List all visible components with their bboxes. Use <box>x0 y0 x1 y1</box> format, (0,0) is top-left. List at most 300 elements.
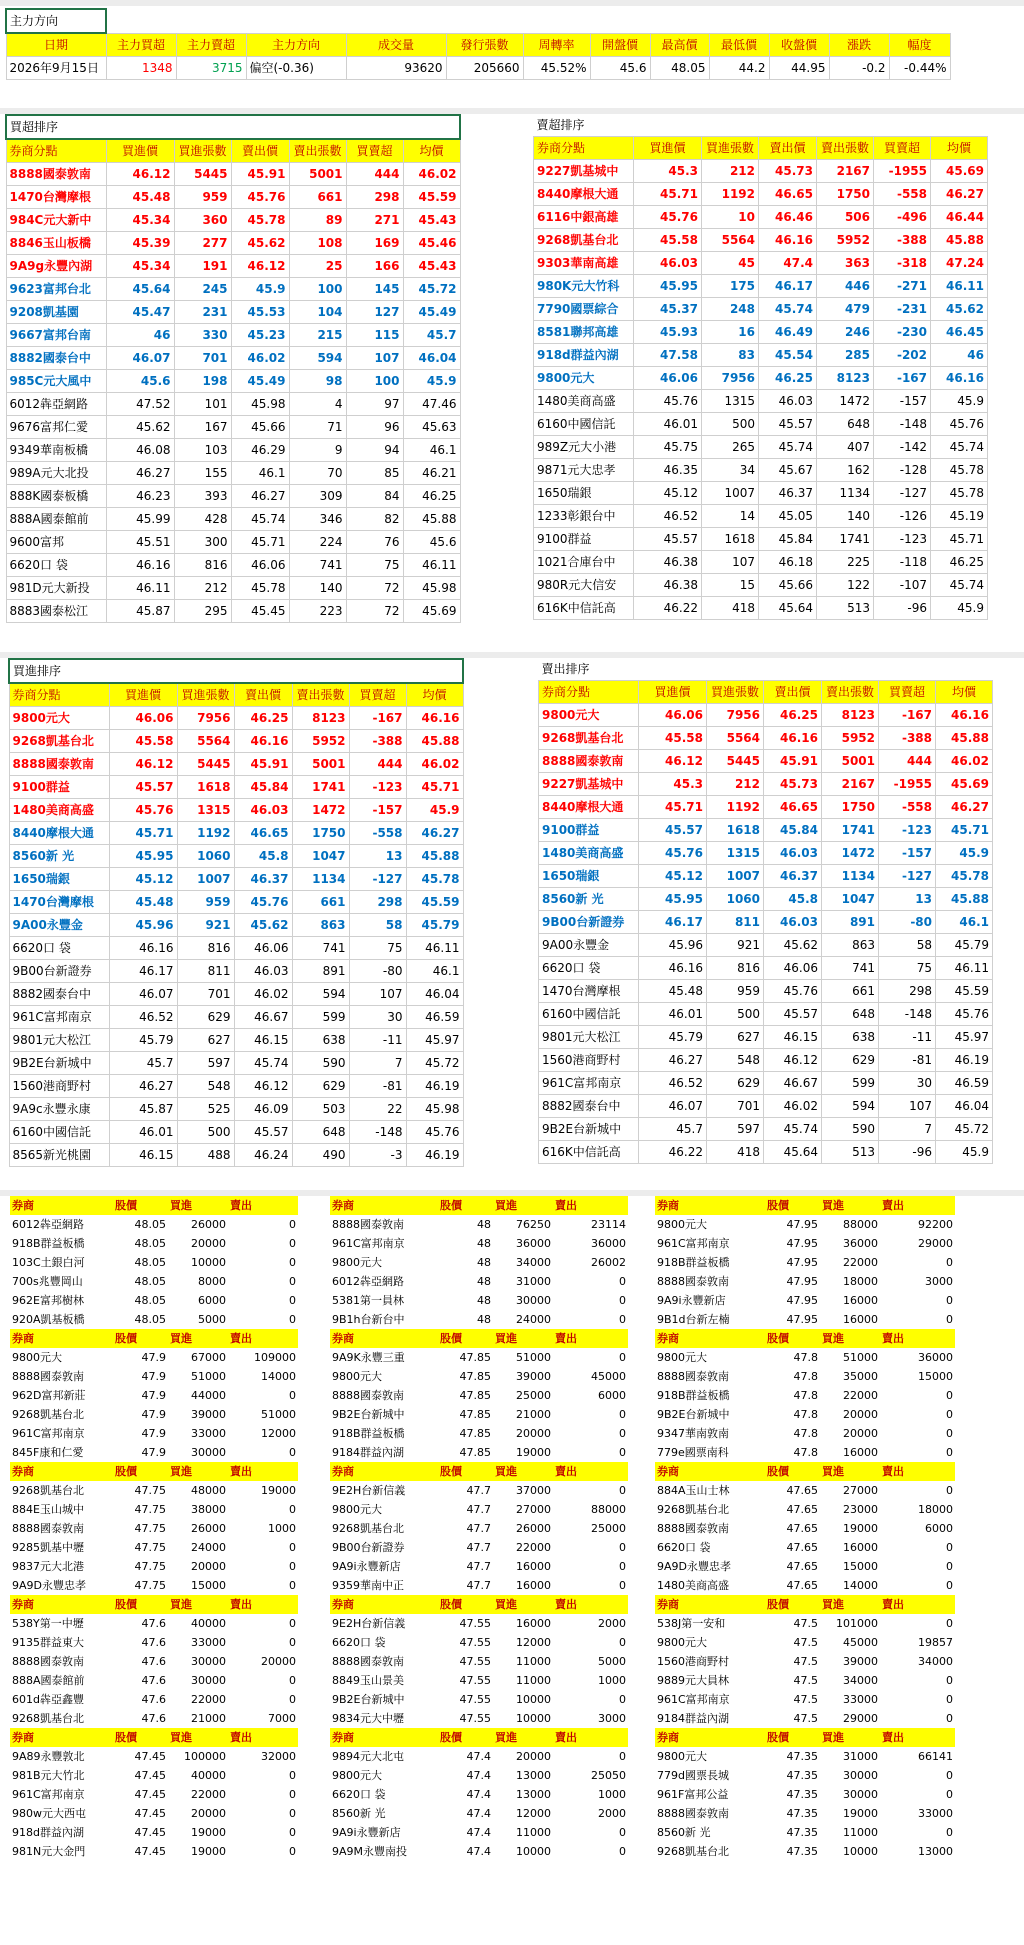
broker-value-cell[interactable]: 46.06 <box>234 937 292 960</box>
price-block-value[interactable]: 0 <box>946 1256 953 1269</box>
broker-value-cell[interactable]: 167 <box>174 416 231 439</box>
broker-value-cell[interactable]: 46.19 <box>406 1075 463 1098</box>
broker-value-cell[interactable]: 1047 <box>822 888 879 911</box>
broker-value-cell[interactable]: 45.9 <box>936 1141 993 1164</box>
price-block-value[interactable]: 15000 <box>918 1370 953 1383</box>
price-block-value[interactable]: 0 <box>619 1484 626 1497</box>
price-block-header[interactable]: 買進 <box>493 1329 553 1348</box>
broker-value-cell[interactable]: 1060 <box>707 888 764 911</box>
price-block-row[interactable] <box>330 1215 628 1234</box>
price-block-row[interactable] <box>655 1386 955 1405</box>
broker-name-cell[interactable]: 1560港商野村 <box>9 1075 109 1098</box>
price-block-value[interactable]: 0 <box>619 1750 626 1763</box>
broker-value-cell[interactable]: 330 <box>174 324 231 347</box>
table-row[interactable] <box>6 209 460 232</box>
table-row[interactable] <box>539 1026 993 1049</box>
broker-value-cell[interactable]: 45.63 <box>403 416 460 439</box>
broker-value-cell[interactable]: 1741 <box>817 528 874 551</box>
broker-value-cell[interactable]: -167 <box>349 707 406 730</box>
broker-value-cell[interactable]: 46.16 <box>406 707 463 730</box>
price-block-value[interactable]: 47.9 <box>141 1446 166 1459</box>
broker-value-cell[interactable]: 46.12 <box>234 1075 292 1098</box>
broker-value-cell[interactable]: -3 <box>349 1144 406 1167</box>
price-block-header[interactable]: 券商 <box>10 1462 113 1481</box>
broker-value-cell[interactable]: -81 <box>349 1075 406 1098</box>
price-block-value[interactable]: 47.65 <box>786 1579 818 1592</box>
price-block-value[interactable]: 18000 <box>918 1503 953 1516</box>
buy_rank-header-cell[interactable]: 賣出張數 <box>292 683 349 707</box>
broker-name-cell[interactable]: 6620口 袋 <box>539 957 639 980</box>
price-block-header[interactable]: 股價 <box>765 1728 820 1747</box>
price-block-value[interactable]: 47.4 <box>466 1788 491 1801</box>
price-block-row[interactable] <box>330 1291 628 1310</box>
table-row[interactable] <box>9 983 463 1006</box>
price-block-row[interactable] <box>330 1671 628 1690</box>
price-block-header[interactable]: 賣出 <box>228 1329 298 1348</box>
price-block-value[interactable]: 12000 <box>261 1427 296 1440</box>
price-block-value[interactable]: 47.5 <box>793 1617 818 1630</box>
broker-value-cell[interactable]: 45.9 <box>936 842 993 865</box>
table-row[interactable] <box>6 232 460 255</box>
broker-value-cell[interactable]: 701 <box>177 983 234 1006</box>
broker-value-cell[interactable]: 629 <box>707 1072 764 1095</box>
summary-value-cell[interactable]: 48.05 <box>650 57 709 80</box>
broker-value-cell[interactable]: 45.76 <box>931 413 988 436</box>
price-block-value[interactable]: 22000 <box>191 1788 226 1801</box>
broker-name-cell[interactable]: 9227凱基城中 <box>539 773 639 796</box>
price-block-value[interactable]: 1000 <box>268 1522 296 1535</box>
price-block-header[interactable]: 賣出 <box>228 1595 298 1614</box>
broker-value-cell[interactable]: 45.7 <box>403 324 460 347</box>
broker-value-cell[interactable]: 45.54 <box>759 344 817 367</box>
broker-value-cell[interactable]: 45.57 <box>764 1003 822 1026</box>
broker-value-cell[interactable]: -231 <box>874 298 931 321</box>
broker-value-cell[interactable]: 7956 <box>177 707 234 730</box>
price-block-value[interactable]: 47.5 <box>793 1693 818 1706</box>
price-block-row[interactable] <box>655 1538 955 1557</box>
summary-value-cell[interactable]: 45.52% <box>523 57 590 80</box>
broker-value-cell[interactable]: 140 <box>289 577 346 600</box>
price-block-value[interactable]: 47.6 <box>141 1655 166 1668</box>
price-block-value[interactable]: 27000 <box>516 1503 551 1516</box>
broker-value-cell[interactable]: 104 <box>289 301 346 324</box>
price-block-row[interactable] <box>10 1500 298 1519</box>
price-block-row[interactable] <box>655 1690 955 1709</box>
broker-value-cell[interactable]: 5952 <box>817 229 874 252</box>
broker-value-cell[interactable]: 45.74 <box>764 1118 822 1141</box>
price-block-row[interactable] <box>10 1633 298 1652</box>
broker-value-cell[interactable]: 46.27 <box>931 183 988 206</box>
broker-value-cell[interactable]: 488 <box>177 1144 234 1167</box>
price-block-header[interactable]: 賣出 <box>880 1329 955 1348</box>
broker-value-cell[interactable]: 45.8 <box>234 845 292 868</box>
price-block-value[interactable]: 47.55 <box>459 1617 491 1630</box>
broker-value-cell[interactable]: 2167 <box>822 773 879 796</box>
price-block-header[interactable]: 券商 <box>330 1329 438 1348</box>
price-block-broker[interactable]: 9800元大 <box>657 1636 707 1649</box>
broker-value-cell[interactable]: 45.57 <box>639 819 707 842</box>
broker-name-cell[interactable]: 1650瑞銀 <box>9 868 109 891</box>
broker-value-cell[interactable]: 45.62 <box>764 934 822 957</box>
price-block-value[interactable]: 25050 <box>591 1769 626 1782</box>
price-block-value[interactable]: 88000 <box>843 1218 878 1231</box>
broker-value-cell[interactable]: 122 <box>817 574 874 597</box>
broker-value-cell[interactable]: 46.46 <box>759 206 817 229</box>
broker-value-cell[interactable]: 265 <box>702 436 759 459</box>
price-block-value[interactable]: 47.75 <box>134 1579 166 1592</box>
table-row[interactable] <box>9 707 463 730</box>
price-block-value[interactable]: 47.85 <box>459 1351 491 1364</box>
broker-value-cell[interactable]: 45.3 <box>639 773 707 796</box>
broker-name-cell[interactable]: 1470台灣摩根 <box>9 891 109 914</box>
summary-header-cell[interactable]: 幅度 <box>889 33 950 57</box>
broker-name-cell[interactable]: 8560新 光 <box>539 888 639 911</box>
price-block-row[interactable] <box>330 1424 628 1443</box>
price-block-value[interactable]: 10000 <box>516 1845 551 1858</box>
price-block-broker[interactable]: 8849玉山景美 <box>332 1674 404 1687</box>
broker-value-cell[interactable]: 295 <box>174 600 231 623</box>
broker-value-cell[interactable]: 513 <box>817 597 874 620</box>
price-block-header[interactable]: 股價 <box>438 1462 493 1481</box>
broker-value-cell[interactable]: -230 <box>874 321 931 344</box>
broker-value-cell[interactable]: 46.11 <box>936 957 993 980</box>
price-block-row[interactable] <box>10 1291 298 1310</box>
broker-value-cell[interactable]: 70 <box>289 462 346 485</box>
broker-value-cell[interactable]: 46.08 <box>106 439 174 462</box>
price-block-header[interactable]: 券商 <box>655 1728 765 1747</box>
broker-value-cell[interactable]: -558 <box>879 796 936 819</box>
broker-value-cell[interactable]: 661 <box>289 186 346 209</box>
price-block-value[interactable]: 48000 <box>191 1484 226 1497</box>
price-block-broker[interactable]: 9359華南中正 <box>332 1579 404 1592</box>
price-block-value[interactable]: 19000 <box>843 1807 878 1820</box>
broker-value-cell[interactable]: 1315 <box>702 390 759 413</box>
summary-value-cell[interactable]: 2026年9月15日 <box>6 57 106 80</box>
price-block-value[interactable]: 16000 <box>843 1541 878 1554</box>
broker-value-cell[interactable]: 418 <box>702 597 759 620</box>
table-row[interactable] <box>534 551 988 574</box>
price-block-broker[interactable]: 981N元大金門 <box>12 1845 86 1858</box>
summary-header-cell[interactable]: 主力方向 <box>246 33 346 57</box>
broker-value-cell[interactable]: 46.06 <box>634 367 702 390</box>
broker-value-cell[interactable]: 46.27 <box>936 796 993 819</box>
net_sell-header-cell[interactable]: 賣出價 <box>759 137 817 160</box>
price-block-header[interactable]: 賣出 <box>880 1728 955 1747</box>
price-block-header[interactable]: 賣出 <box>880 1462 955 1481</box>
table-row[interactable] <box>539 1003 993 1026</box>
table-row[interactable] <box>9 822 463 845</box>
broker-value-cell[interactable]: 418 <box>707 1141 764 1164</box>
broker-value-cell[interactable]: 46.37 <box>764 865 822 888</box>
price-block-row[interactable] <box>330 1633 628 1652</box>
price-block-broker[interactable]: 962D富邦新莊 <box>12 1389 86 1402</box>
net_buy-header-cell[interactable]: 賣出張數 <box>289 139 346 163</box>
table-row[interactable] <box>9 1006 463 1029</box>
price-block-row[interactable] <box>10 1842 298 1861</box>
broker-value-cell[interactable]: 212 <box>702 160 759 183</box>
broker-value-cell[interactable]: 45.84 <box>234 776 292 799</box>
price-block-header[interactable]: 股價 <box>113 1728 168 1747</box>
price-block-broker[interactable]: 8888國泰敦南 <box>332 1218 404 1231</box>
price-block-broker[interactable]: 918B群益板橋 <box>657 1389 730 1402</box>
broker-value-cell[interactable]: 45.7 <box>109 1052 177 1075</box>
price-block-value[interactable]: 10000 <box>516 1693 551 1706</box>
price-block-value[interactable]: 23000 <box>843 1503 878 1516</box>
price-block-row[interactable] <box>330 1690 628 1709</box>
broker-value-cell[interactable]: 169 <box>346 232 403 255</box>
broker-name-cell[interactable]: 1480美商高盛 <box>9 799 109 822</box>
broker-value-cell[interactable]: 701 <box>707 1095 764 1118</box>
price-block-value[interactable]: 15000 <box>843 1560 878 1573</box>
price-block-header[interactable]: 賣出 <box>553 1728 628 1747</box>
price-block-header[interactable]: 賣出 <box>228 1728 298 1747</box>
price-block-value[interactable]: 7000 <box>268 1712 296 1725</box>
broker-name-cell[interactable]: 8440摩根大通 <box>534 183 634 206</box>
price-block-row[interactable] <box>655 1576 955 1595</box>
price-block-row[interactable] <box>10 1614 298 1633</box>
broker-value-cell[interactable]: 46.59 <box>936 1072 993 1095</box>
price-block-value[interactable]: 47.65 <box>786 1503 818 1516</box>
broker-value-cell[interactable]: 75 <box>879 957 936 980</box>
price-block-header[interactable]: 券商 <box>655 1462 765 1481</box>
broker-value-cell[interactable]: 46.04 <box>406 983 463 1006</box>
price-block-value[interactable]: 0 <box>289 1826 296 1839</box>
price-block-value[interactable]: 11000 <box>516 1655 551 1668</box>
price-block-value[interactable]: 11000 <box>843 1826 878 1839</box>
broker-value-cell[interactable]: 1618 <box>702 528 759 551</box>
price-block-broker[interactable]: 8888國泰敦南 <box>657 1275 729 1288</box>
price-block-header[interactable]: 買進 <box>820 1329 880 1348</box>
price-block-row[interactable] <box>655 1443 955 1462</box>
broker-value-cell[interactable]: 959 <box>707 980 764 1003</box>
price-block-value[interactable]: 22000 <box>191 1693 226 1706</box>
summary-value-cell[interactable]: 93620 <box>346 57 446 80</box>
broker-value-cell[interactable]: 45.9 <box>931 597 988 620</box>
broker-value-cell[interactable]: 8123 <box>822 704 879 727</box>
price-block-header[interactable]: 券商 <box>10 1329 113 1348</box>
price-block-value[interactable]: 12000 <box>516 1636 551 1649</box>
table-row[interactable] <box>539 1072 993 1095</box>
broker-value-cell[interactable]: 506 <box>817 206 874 229</box>
price-block-value[interactable]: 0 <box>946 1674 953 1687</box>
price-block-value[interactable]: 30000 <box>843 1788 878 1801</box>
sell_rank-header-cell[interactable]: 賣出張數 <box>822 681 879 704</box>
price-block-value[interactable]: 0 <box>946 1617 953 1630</box>
price-block-value[interactable]: 0 <box>289 1218 296 1231</box>
broker-name-cell[interactable]: 1480美商高盛 <box>534 390 634 413</box>
price-block-value[interactable]: 0 <box>619 1845 626 1858</box>
broker-value-cell[interactable]: 1192 <box>177 822 234 845</box>
price-block-broker[interactable]: 9800元大 <box>332 1503 382 1516</box>
price-block-broker[interactable]: 9268凱基台北 <box>332 1522 404 1535</box>
price-block-row[interactable] <box>330 1519 628 1538</box>
table-row[interactable] <box>9 1144 463 1167</box>
broker-value-cell[interactable]: 46.52 <box>634 505 702 528</box>
broker-name-cell[interactable]: 9600富邦 <box>6 531 106 554</box>
price-block-value[interactable]: 47.45 <box>134 1845 166 1858</box>
broker-value-cell[interactable]: 45.62 <box>106 416 174 439</box>
table-row[interactable] <box>6 531 460 554</box>
broker-value-cell[interactable]: 300 <box>174 531 231 554</box>
broker-value-cell[interactable]: 45.34 <box>106 255 174 278</box>
broker-value-cell[interactable]: 83 <box>702 344 759 367</box>
broker-value-cell[interactable]: 648 <box>292 1121 349 1144</box>
broker-value-cell[interactable]: -126 <box>874 505 931 528</box>
broker-name-cell[interactable]: 9623富邦台北 <box>6 278 106 301</box>
price-block-value[interactable]: 0 <box>946 1389 953 1402</box>
price-block-broker[interactable]: 9800元大 <box>657 1750 707 1763</box>
broker-name-cell[interactable]: 6116中銀高雄 <box>534 206 634 229</box>
broker-value-cell[interactable]: 4 <box>289 393 346 416</box>
broker-value-cell[interactable]: 46.1 <box>231 462 289 485</box>
broker-name-cell[interactable]: 9800元大 <box>539 704 639 727</box>
broker-value-cell[interactable]: -11 <box>879 1026 936 1049</box>
price-block-value[interactable]: 11000 <box>516 1826 551 1839</box>
price-block-value[interactable]: 0 <box>619 1275 626 1288</box>
broker-value-cell[interactable]: 46.06 <box>639 704 707 727</box>
broker-name-cell[interactable]: 9208凱基園 <box>6 301 106 324</box>
price-block-value[interactable]: 16000 <box>843 1294 878 1307</box>
summary-value-cell[interactable]: 45.6 <box>590 57 650 80</box>
broker-value-cell[interactable]: 45.57 <box>759 413 817 436</box>
price-block-value[interactable]: 30000 <box>191 1674 226 1687</box>
price-block-value[interactable]: 13000 <box>516 1769 551 1782</box>
price-block-value[interactable]: 0 <box>289 1636 296 1649</box>
price-block-value[interactable]: 26000 <box>191 1218 226 1231</box>
price-block-header[interactable]: 買進 <box>820 1595 880 1614</box>
price-block-row[interactable] <box>10 1538 298 1557</box>
price-block-value[interactable]: 21000 <box>191 1712 226 1725</box>
broker-value-cell[interactable]: 45.99 <box>106 508 174 531</box>
broker-value-cell[interactable]: 82 <box>346 508 403 531</box>
summary-value-cell[interactable]: 44.95 <box>769 57 829 80</box>
table-row[interactable] <box>6 439 460 462</box>
broker-name-cell[interactable]: 1470台灣摩根 <box>6 186 106 209</box>
broker-value-cell[interactable]: -1955 <box>879 773 936 796</box>
broker-value-cell[interactable]: 46.01 <box>639 1003 707 1026</box>
price-block-broker[interactable]: 962E富邦樹林 <box>12 1294 84 1307</box>
price-block-value[interactable]: 39000 <box>191 1408 226 1421</box>
broker-value-cell[interactable]: 393 <box>174 485 231 508</box>
table-row[interactable] <box>9 914 463 937</box>
broker-value-cell[interactable]: 46.25 <box>403 485 460 508</box>
broker-name-cell[interactable]: 9A9g永豐內湖 <box>6 255 106 278</box>
price-block-broker[interactable]: 9268凱基台北 <box>12 1712 84 1725</box>
broker-value-cell[interactable]: 45.9 <box>231 278 289 301</box>
price-block-header[interactable]: 買進 <box>493 1196 553 1215</box>
broker-value-cell[interactable]: 46.21 <box>403 462 460 485</box>
broker-name-cell[interactable]: 8888國泰敦南 <box>539 750 639 773</box>
price-block-value[interactable]: 6000 <box>198 1294 226 1307</box>
price-block-broker[interactable]: 6620口 袋 <box>332 1636 386 1649</box>
broker-value-cell[interactable]: 30 <box>879 1072 936 1095</box>
summary-value-cell[interactable]: 偏空(-0.36) <box>246 57 346 80</box>
price-block-value[interactable]: 47.6 <box>141 1674 166 1687</box>
price-block-value[interactable]: 47.5 <box>793 1712 818 1725</box>
broker-name-cell[interactable]: 9676富邦仁愛 <box>6 416 106 439</box>
table-row[interactable] <box>539 750 993 773</box>
broker-value-cell[interactable]: 72 <box>346 577 403 600</box>
broker-value-cell[interactable]: 446 <box>817 275 874 298</box>
broker-value-cell[interactable]: 45.66 <box>231 416 289 439</box>
price-block-broker[interactable]: 1560港商野村 <box>657 1655 729 1668</box>
table-row[interactable] <box>6 554 460 577</box>
price-block-value[interactable]: 0 <box>289 1560 296 1573</box>
price-block-row[interactable] <box>655 1424 955 1443</box>
broker-value-cell[interactable]: 107 <box>879 1095 936 1118</box>
net_sell-title[interactable]: 賣超排序 <box>536 118 585 132</box>
price-block-value[interactable]: 10000 <box>516 1712 551 1725</box>
broker-value-cell[interactable]: 1741 <box>822 819 879 842</box>
broker-value-cell[interactable]: 212 <box>174 577 231 600</box>
price-block-broker[interactable]: 9A9D永豐忠孝 <box>657 1560 731 1573</box>
price-block-broker[interactable]: 884A玉山士林 <box>657 1484 730 1497</box>
broker-name-cell[interactable]: 8565新光桃園 <box>9 1144 109 1167</box>
price-block-header[interactable]: 券商 <box>330 1728 438 1747</box>
broker-value-cell[interactable]: 627 <box>177 1029 234 1052</box>
broker-value-cell[interactable]: 597 <box>707 1118 764 1141</box>
broker-value-cell[interactable]: 1750 <box>292 822 349 845</box>
broker-value-cell[interactable]: 45.57 <box>109 776 177 799</box>
broker-value-cell[interactable]: 45.49 <box>231 370 289 393</box>
broker-value-cell[interactable]: 490 <box>292 1144 349 1167</box>
broker-value-cell[interactable]: 444 <box>349 753 406 776</box>
broker-value-cell[interactable]: 479 <box>817 298 874 321</box>
broker-value-cell[interactable]: 45.69 <box>936 773 993 796</box>
buy_rank-header-cell[interactable]: 買賣超 <box>349 683 406 707</box>
broker-value-cell[interactable]: 45.72 <box>403 278 460 301</box>
price-block-header[interactable]: 賣出 <box>228 1196 298 1215</box>
broker-value-cell[interactable]: 45.84 <box>764 819 822 842</box>
broker-value-cell[interactable]: 45.88 <box>403 508 460 531</box>
price-block-value[interactable]: 31000 <box>843 1750 878 1763</box>
broker-value-cell[interactable]: 45.78 <box>931 459 988 482</box>
table-row[interactable] <box>539 1118 993 1141</box>
broker-value-cell[interactable]: 46.07 <box>639 1095 707 1118</box>
broker-value-cell[interactable]: -80 <box>879 911 936 934</box>
broker-value-cell[interactable]: 45.57 <box>634 528 702 551</box>
broker-value-cell[interactable]: 500 <box>702 413 759 436</box>
price-block-value[interactable]: 47.95 <box>786 1275 818 1288</box>
broker-value-cell[interactable]: 1315 <box>177 799 234 822</box>
price-block-row[interactable] <box>655 1348 955 1367</box>
broker-value-cell[interactable]: 45.88 <box>406 845 463 868</box>
price-block-value[interactable]: 0 <box>289 1256 296 1269</box>
broker-value-cell[interactable]: 1060 <box>177 845 234 868</box>
broker-value-cell[interactable]: 46.22 <box>639 1141 707 1164</box>
price-block-value[interactable]: 20000 <box>191 1560 226 1573</box>
broker-value-cell[interactable]: 45.59 <box>406 891 463 914</box>
broker-name-cell[interactable]: 9349華南板橋 <box>6 439 106 462</box>
price-block-value[interactable]: 34000 <box>918 1655 953 1668</box>
price-block-broker[interactable]: 9A9M永豐南投 <box>332 1845 408 1858</box>
price-block-value[interactable]: 20000 <box>191 1807 226 1820</box>
price-block-value[interactable]: 47.8 <box>793 1408 818 1421</box>
summary-header-cell[interactable]: 周轉率 <box>523 33 590 57</box>
price-block-row[interactable] <box>655 1614 955 1633</box>
price-block-value[interactable]: 0 <box>619 1313 626 1326</box>
broker-value-cell[interactable]: 45.98 <box>403 577 460 600</box>
broker-value-cell[interactable]: 46.52 <box>639 1072 707 1095</box>
broker-value-cell[interactable]: 25 <box>289 255 346 278</box>
price-block-value[interactable]: 0 <box>289 1788 296 1801</box>
broker-value-cell[interactable]: 45.79 <box>406 914 463 937</box>
price-block-value[interactable]: 30000 <box>191 1655 226 1668</box>
table-row[interactable] <box>534 344 988 367</box>
table-row[interactable] <box>9 891 463 914</box>
broker-value-cell[interactable]: 1741 <box>292 776 349 799</box>
price-block-value[interactable]: 47.45 <box>134 1807 166 1820</box>
